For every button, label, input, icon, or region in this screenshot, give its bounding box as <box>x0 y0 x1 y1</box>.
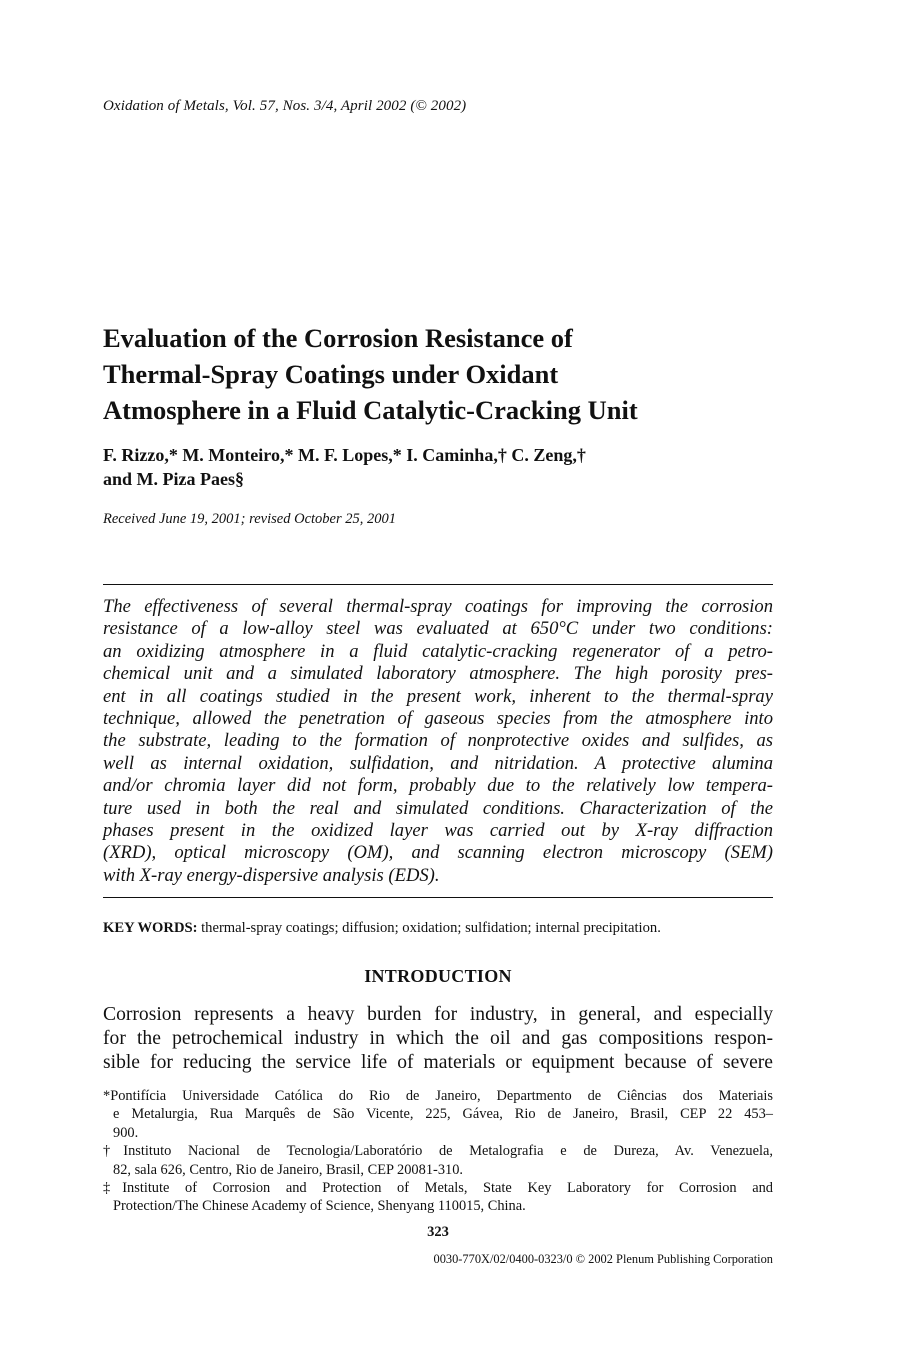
footnote-line: †Instituto Nacional de Tecnologia/Laboratório de Metalografia e de Dureza, Av. Venezuela, <box>103 1143 773 1160</box>
keywords <box>103 920 783 937</box>
abstract-line: (XRD), optical microscopy (OM), and scanning electron microscopy (SEM) <box>103 842 773 864</box>
footnote-line: ‡Institute of Corrosion and Protection of Metals, State Key Laboratory for Corrosion and <box>103 1179 773 1196</box>
abstract-line: an oxidizing atmosphere in a fluid catalytic-cracking regenerator of a petro- <box>103 640 773 662</box>
abstract-line: The effectiveness of several thermal-spray coatings for improving the corrosion <box>103 596 773 617</box>
affiliation-footnotes <box>103 1087 773 1216</box>
introduction-body <box>103 1003 773 1075</box>
author-list <box>103 443 783 491</box>
keywords-label: KEY WORDS: <box>103 920 198 936</box>
title-line: Evaluation of the Corrosion Resistance of <box>103 323 573 353</box>
section-heading-introduction: INTRODUCTION <box>364 966 512 986</box>
body-line: Corrosion represents a heavy burden for industry, in general, and especially <box>103 1004 773 1025</box>
footnote-line: 900. <box>113 1124 139 1141</box>
copyright-line: 0030-770X/02/0400-0323/0 © 2002 Plenum Publishing Corporation <box>433 1252 773 1266</box>
abstract-line: with X-ray energy-dispersive analysis (EDS). <box>103 864 440 886</box>
footnote-line: 82, sala 626, Centro, Rio de Janeiro, Brasil, CEP 20081-310. <box>113 1161 463 1178</box>
title-line: Thermal-Spray Coatings under Oxidant <box>103 359 559 389</box>
page-number: 323 <box>427 1224 449 1240</box>
footnote-line: e Metalurgia, Rua Marquês de São Vicente, 225, Gávea, Rio de Janeiro, Brasil, CEP 22 453– <box>113 1106 773 1123</box>
abstract-line: ture used in both the real and simulated conditions. Characterization of the <box>103 797 773 819</box>
received-dates: Received June 19, 2001; revised October 25, 2001 <box>103 511 396 527</box>
keywords-text: thermal-spray coatings; diffusion; oxidation; sulfidation; internal precipitation. <box>197 920 661 936</box>
abstract <box>103 596 773 887</box>
footnote-line: *Pontifícia Universidade Católica do Rio de Janeiro, Departmento de Ciências dos Materiais <box>103 1088 773 1104</box>
abstract-line: resistance of a low-alloy steel was evaluated at 650°C under two conditions: <box>103 618 773 640</box>
title-line: Atmosphere in a Fluid Catalytic-Cracking Unit <box>103 395 638 425</box>
abstract-top-rule <box>103 584 773 585</box>
abstract-line: the substrate, leading to the formation of nonprotective oxides and sulfides, as <box>103 730 773 752</box>
abstract-line: phases present in the oxidized layer was carried out by X-ray diffraction <box>103 819 773 841</box>
article-title <box>103 320 783 428</box>
abstract-line: chemical unit and a simulated laboratory atmosphere. The high porosity pres- <box>103 663 773 685</box>
body-line: sible for reducing the service life of materials or equipment because of severe <box>103 1052 773 1073</box>
abstract-line: technique, allowed the penetration of gaseous species from the atmosphere into <box>103 707 773 729</box>
abstract-line: well as internal oxidation, sulfidation, and nitridation. A protective alumina <box>103 752 773 774</box>
body-line: for the petrochemical industry in which the oil and gas compositions respon- <box>103 1028 773 1049</box>
abstract-line: and/or chromia layer did not form, probably due to the relatively low tempera- <box>103 775 773 797</box>
author-line: and M. Piza Paes§ <box>103 469 244 489</box>
footnote-line: Protection/The Chinese Academy of Science, Shenyang 110015, China. <box>113 1198 526 1215</box>
author-line: F. Rizzo,* M. Monteiro,* M. F. Lopes,* I. Caminha,† C. Zeng,† <box>103 445 586 465</box>
abstract-bottom-rule <box>103 897 773 898</box>
journal-citation: Oxidation of Metals, Vol. 57, Nos. 3/4, April 2002 (© 2002) <box>103 98 467 114</box>
abstract-line: ent in all coatings studied in the present work, inherent to the thermal-spray <box>103 685 773 707</box>
